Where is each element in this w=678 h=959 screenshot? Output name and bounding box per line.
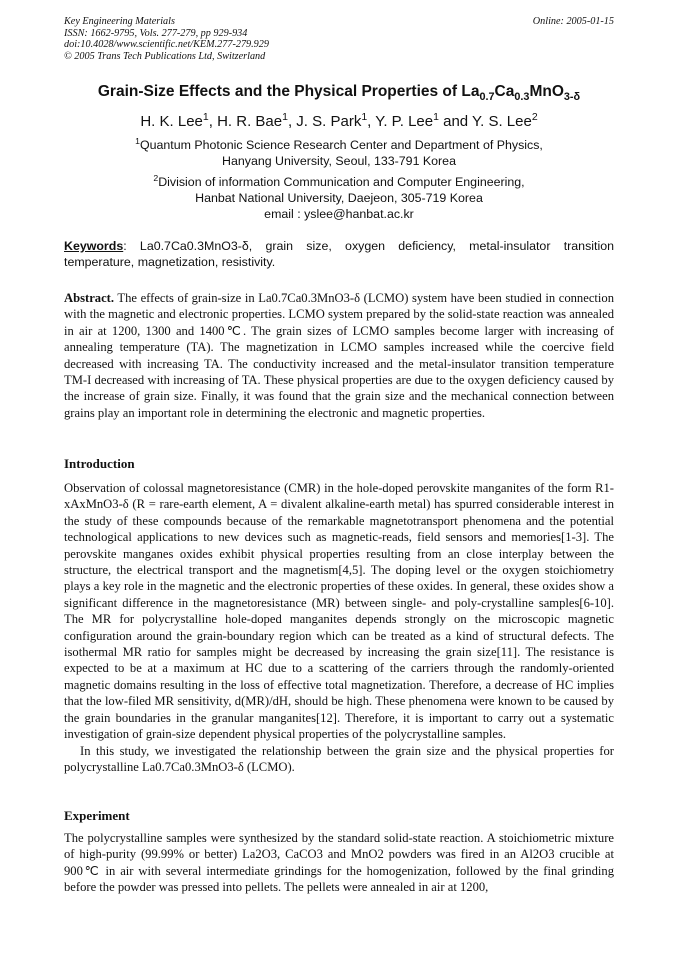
author-list: H. K. Lee$^1$, H. R. Bae$^1$, J. S. Park$^1$, Y. P. Lee$^1$ and Y. S. Lee$^2$ xyxy=(140,111,538,130)
copyright: © 2005 Trans Tech Publications Ltd, Switzerland xyxy=(64,50,266,62)
online-date: Online: 2005-01-15 xyxy=(532,16,614,27)
paragraph: Observation of colossal magnetoresistance (CMR) in the hole-doped perovskite manganites of the form R1-xAxMnO3-δ (R = rare-earth element, A = divalent alkaline-earth metal) has spurred considerable interest in the study of these compounds because of the remarkable magnetotransport phenomena and the potential technological applications to new devices such as magnetic-reads, field sensors and memories[1-3]. The perovskite manganes oxides exhibit physical properties resulting from an close interplay between the structure, the electrical transport and the magnetism[4,5]. The doping level or the oxygen stoichiometry plays a key role in the magnetic and the electronic properties of these oxides. In general, these oxides show a significant difference in the magnetoresistance (MR) between single- and poly-crystalline samples[6-10]. The MR for polycrystalline hole-doped manganites depends strongly on the microscopic magnetic configuration around the grain-boundary region which can be treated as a kind of structural defects. The isothermal MR ratio for samples might be decreased by increasing the grain size[11]. The resistance is expected to be at a maximum at HC due to a scattering of the carriers through the randomly-oriented magnetic domains resulting in the loss of effective total magnetization. Therefore, a decrease of HC implies that the low-filed MR sensitivity, d(MR)/dH, should be high. These phenomena were known to be caused by the grain boundaries in the granular manganites[12]. Therefore, it is important to carry out a systematic investigation of grain-size dependent physical properties of the polycrystalline samples. xyxy=(64,481,614,742)
abstract-text: The effects of grain-size in La0.7Ca0.3MnO3-δ (LCMO) system have been studied in connection with the magnetic and electronic properties. LCMO system prepared by the solid-state reaction was annealed in air at 1200, 1300 and 1400℃. The grain sizes of LCMO samples become larger with increasing of annealing temperature (TA). The magnetization in LCMO samples increased while the coercive field decreased with increasing TA. The conductivity increased and the metal-insulator transition temperature TM-I decreased with increasing of TA. These physical properties are due to the oxygen deficiency caused by the increase of grain size. Finally, it was found that the grain size and the mechanical connection between grains play an important role in determining the electronic and magnetic properties. xyxy=(64,291,614,420)
paragraph: In this study, we investigated the relationship between the grain size and the physical properties for polycrystalline La0.7Ca0.3MnO3-δ (LCMO). xyxy=(64,743,614,774)
abstract xyxy=(64,290,614,421)
journal-name: Key Engineering Materials xyxy=(64,16,175,27)
keywords-text: : La0.7Ca0.3MnO3-δ, grain size, oxygen deficiency, metal-insulator transition temperature, magnetization, resistivity. xyxy=(64,239,614,269)
email: email : yslee@hanbat.ac.kr xyxy=(264,207,414,221)
abstract-label: Abstract. xyxy=(64,291,115,305)
paragraph: The polycrystalline samples were synthesized by the standard solid-state reaction. A stoichiometric mixture of high-purity (99.99% or better) La2O3, CaCO3 and MnO2 powders was fired in an Al2O3 crucible at 900℃ in air with several intermediate grindings for the homogenization, followed by the final grinding before the powder was pressed into pellets. The pellets were annealed in air at 1200, xyxy=(64,831,614,895)
author: H. K. Lee$^1$ xyxy=(140,111,209,130)
author: J. S. Park$^1$ xyxy=(296,111,368,130)
affiliation-2: $^2$Division of information Communication and Computer Engineering, Hanbat National University, Daejeon, 305-719 Korea email : yslee@hanbat.ac.kr xyxy=(40,174,638,222)
section-heading-experiment: Experiment xyxy=(64,808,130,823)
affiliation-1: $^1$Quantum Photonic Science Research Center and Department of Physics, Hanyang University, Seoul, 133-791 Korea xyxy=(135,135,543,168)
section-heading-introduction: Introduction xyxy=(64,456,135,471)
introduction-body xyxy=(64,480,614,775)
keywords xyxy=(64,238,614,270)
author: Y. P. Lee$^1$ xyxy=(375,111,439,130)
issn: ISSN: 1662-9795, Vols. 277-279, pp 929-934 xyxy=(64,27,248,39)
doi: doi:10.4028/www.scientific.net/KEM.277-279.929 xyxy=(64,39,269,50)
keywords-label: Keywords xyxy=(64,239,124,253)
paper-title: Grain-Size Effects and the Physical Properties of $La_{0.7}Ca_{0.3}MnO_{3-\delta}$ xyxy=(97,83,581,104)
journal-header xyxy=(64,16,614,62)
author: Y. S. Lee$^2$ xyxy=(472,111,538,130)
author: H. R. Bae$^1$ xyxy=(217,111,288,130)
experiment-body xyxy=(64,830,614,896)
